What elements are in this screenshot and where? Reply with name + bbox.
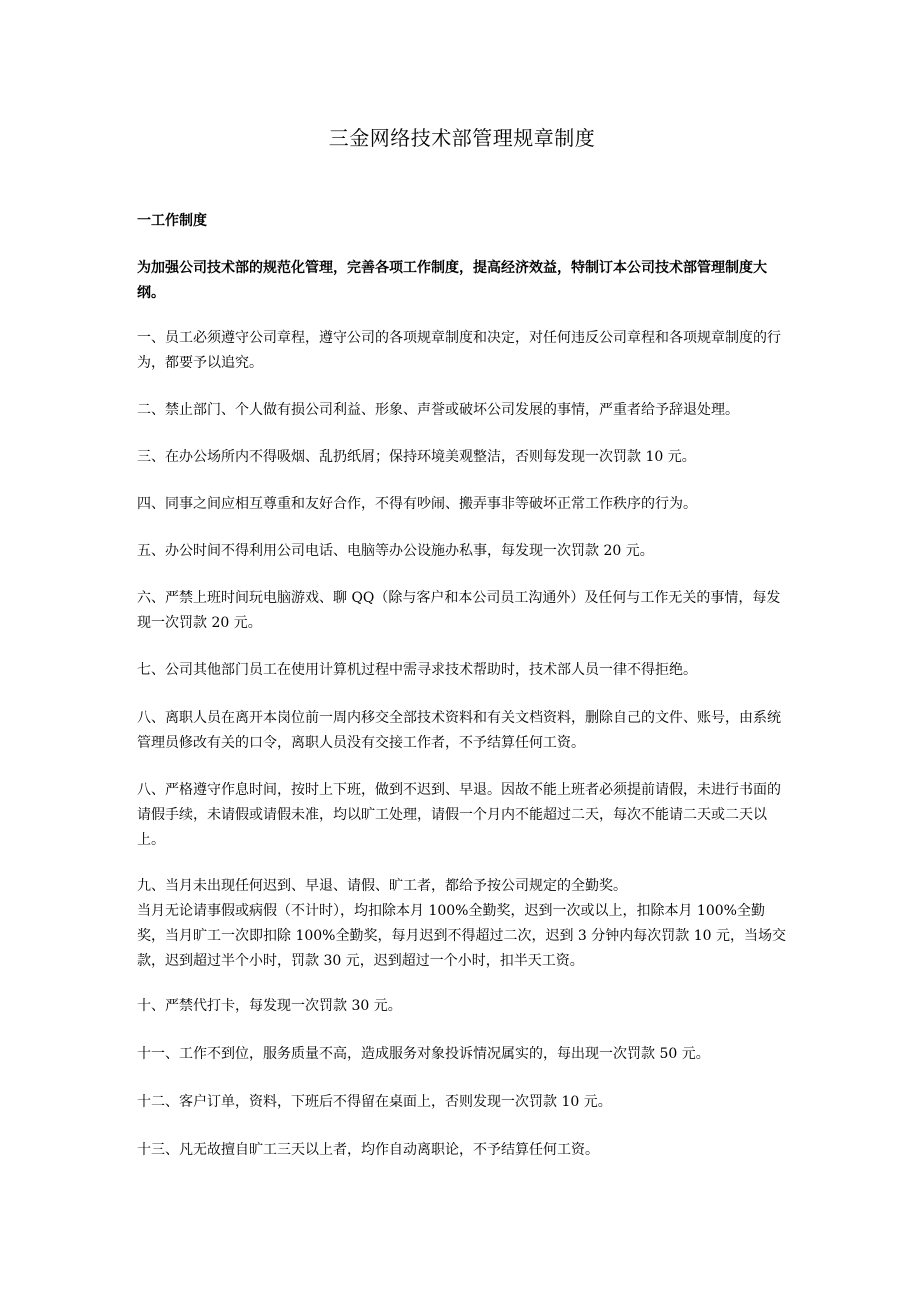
section-heading: 一工作制度 <box>137 213 207 229</box>
rule-paragraph: 三、在办公场所内不得吸烟、乱扔纸屑；保持环境美观整洁，否则每发现一次罚款 10 元。 <box>137 449 696 465</box>
rule-paragraph: 四、同事之间应相互尊重和友好合作，不得有吵闹、搬弄事非等破坏正常工作秩序的行为。 <box>137 496 697 512</box>
rule-paragraph: 十二、客户订单，资料，下班后不得留在桌面上，否则发现一次罚款 10 元。 <box>137 1094 612 1110</box>
rule-paragraph: 八、严格遵守作息时间，按时上下班，做到不迟到、早退。因故不能上班者必须提前请假，未进行书面的请假手续，未请假或请假未准，均以旷工处理，请假一个月内不能超过二天，每次不能请二天或二天以上。 <box>137 782 781 848</box>
rule-paragraph: 一、员工必须遵守公司章程，遵守公司的各项规章制度和决定，对任何违反公司章程和各项规章制度的行为，都要予以追究。 <box>137 330 781 371</box>
rule-paragraph: 十一、工作不到位，服务质量不高，造成服务对象投诉情况属实的，每出现一次罚款 50 元。 <box>137 1046 710 1062</box>
document-title: 三金网络技术部管理规章制度 <box>328 126 596 150</box>
rule-paragraph: 八、离职人员在离开本岗位前一周内移交全部技术资料和有关文档资料，删除自己的文件、账号，由系统管理员修改有关的口令，离职人员没有交接工作者，不予结算任何工资。 <box>137 710 781 751</box>
rule-paragraph: 十三、凡无故擅自旷工三天以上者，均作自动离职论，不予结算任何工资。 <box>137 1142 599 1158</box>
rule-paragraph: 十、严禁代打卡，每发现一次罚款 30 元。 <box>137 998 402 1014</box>
rule-paragraph: 二、禁止部门、个人做有损公司利益、形象、声誉或破坏公司发展的事情，严重者给予辞退处理。 <box>137 402 739 418</box>
intro-paragraph: 为加强公司技术部的规范化管理，完善各项工作制度，提高经济效益，特制订本公司技术部管理制度大纲。 <box>137 260 767 301</box>
rule-paragraph: 六、严禁上班时间玩电脑游戏、聊 QQ（除与客户和本公司员工沟通外）及任何与工作无关的事情，每发现一次罚款 20 元。 <box>137 590 781 631</box>
rule-paragraph: 七、公司其他部门员工在使用计算机过程中需寻求技术帮助时，技术部人员一律不得拒绝。 <box>137 662 697 678</box>
rule-paragraph: 五、办公时间不得利用公司电话、电脑等办公设施办私事，每发现一次罚款 20 元。 <box>137 543 654 559</box>
rule-paragraph: 九、当月未出现任何迟到、早退、请假、旷工者，都给予按公司规定的全勤奖。 当月无论请事假或病假（不计时），均扣除本月 100%全勤奖，迟到一次或以上，扣除本月 100%全勤奖，当月旷工一次即扣除 100%全勤奖，每月迟到不得超过二次，迟到 3 分钟内每次罚款 10 元，当场交款，迟到超过半个小时，罚款 30 元，迟到超过一个小时，扣半天工资。 <box>137 878 786 969</box>
